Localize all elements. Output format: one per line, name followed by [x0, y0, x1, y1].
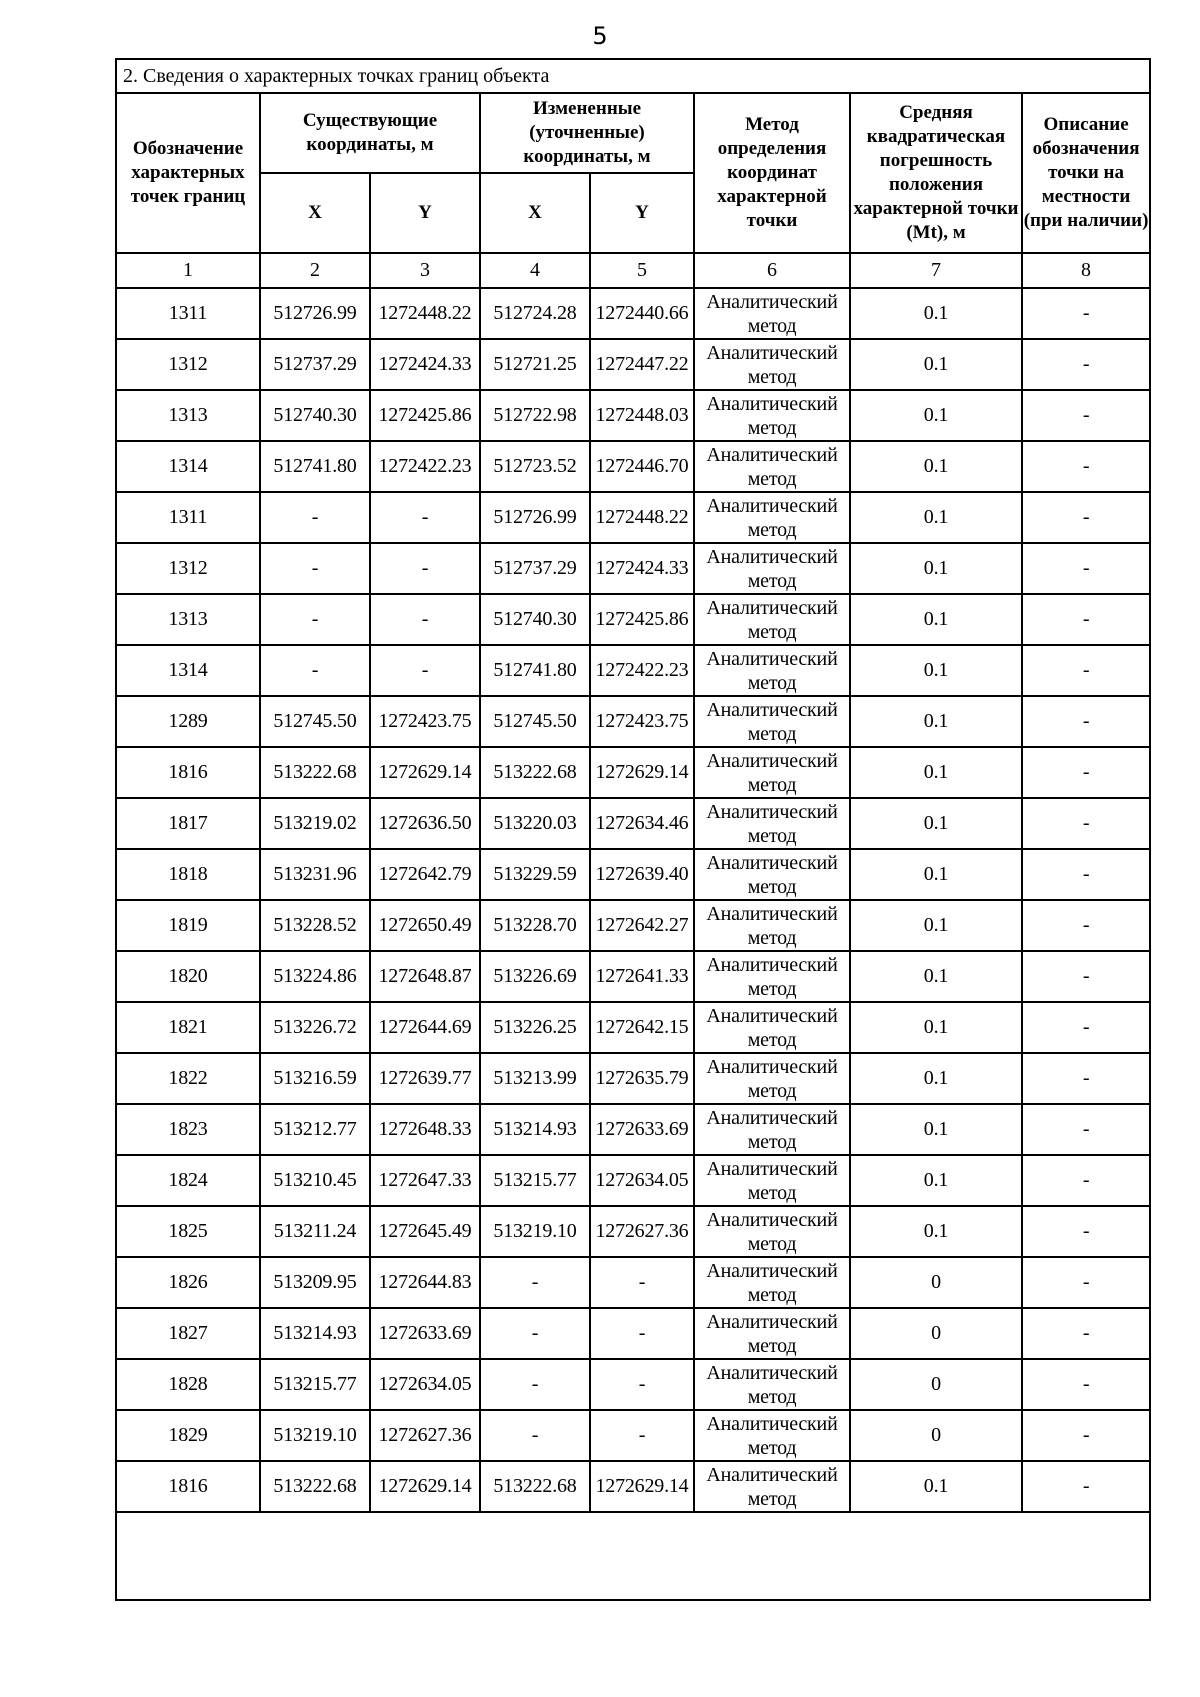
table-row [116, 1104, 1150, 1155]
point-description-cell: - [1022, 747, 1150, 798]
existing-x-cell: 512745.50 [260, 696, 370, 747]
point-description-cell: - [1022, 645, 1150, 696]
empty-footer-cell [116, 1512, 1150, 1600]
point-designation-cell: 1823 [116, 1104, 260, 1155]
method-cell: Аналитический метод [694, 1002, 850, 1053]
column-number: 3 [370, 253, 480, 288]
section-title: 2. Сведения о характерных точках границ объекта [116, 59, 1150, 93]
mean-square-error-cell: 0.1 [850, 747, 1022, 798]
changed-x-cell: 512740.30 [480, 594, 590, 645]
point-designation-cell: 1826 [116, 1257, 260, 1308]
method-cell: Аналитический метод [694, 441, 850, 492]
method-cell: Аналитический метод [694, 1206, 850, 1257]
table-row [116, 900, 1150, 951]
existing-y-cell: 1272629.14 [370, 1461, 480, 1512]
changed-y-cell: 1272629.14 [590, 1461, 694, 1512]
method-cell: Аналитический метод [694, 1359, 850, 1410]
method-cell: Аналитический метод [694, 951, 850, 1002]
changed-x-cell: 513220.03 [480, 798, 590, 849]
changed-y-cell: 1272423.75 [590, 696, 694, 747]
table-row [116, 1359, 1150, 1410]
changed-y-cell: 1272633.69 [590, 1104, 694, 1155]
point-designation-cell: 1314 [116, 441, 260, 492]
existing-y-cell: 1272424.33 [370, 339, 480, 390]
changed-y-cell: 1272448.03 [590, 390, 694, 441]
header-changed-y: Y [590, 173, 694, 253]
point-designation-cell: 1824 [116, 1155, 260, 1206]
existing-x-cell: 513209.95 [260, 1257, 370, 1308]
existing-x-cell: - [260, 645, 370, 696]
column-number: 6 [694, 253, 850, 288]
changed-y-cell: 1272448.22 [590, 492, 694, 543]
changed-y-cell: 1272422.23 [590, 645, 694, 696]
point-description-cell: - [1022, 798, 1150, 849]
boundary-points-table [115, 58, 1151, 1601]
changed-y-cell: - [590, 1308, 694, 1359]
existing-y-cell: 1272634.05 [370, 1359, 480, 1410]
table-row [116, 390, 1150, 441]
existing-y-cell: 1272642.79 [370, 849, 480, 900]
changed-y-cell: 1272440.66 [590, 288, 694, 339]
column-number: 5 [590, 253, 694, 288]
changed-y-cell: 1272642.27 [590, 900, 694, 951]
mean-square-error-cell: 0.1 [850, 849, 1022, 900]
existing-y-cell: 1272639.77 [370, 1053, 480, 1104]
changed-y-cell: - [590, 1257, 694, 1308]
existing-y-cell: - [370, 645, 480, 696]
header-method: Метод определения координат характерной точки [694, 93, 850, 253]
mean-square-error-cell: 0.1 [850, 492, 1022, 543]
mean-square-error-cell: 0.1 [850, 441, 1022, 492]
point-description-cell: - [1022, 849, 1150, 900]
changed-x-cell: 512737.29 [480, 543, 590, 594]
table-row [116, 492, 1150, 543]
table-row [116, 1053, 1150, 1104]
existing-x-cell: 513216.59 [260, 1053, 370, 1104]
point-description-cell: - [1022, 1257, 1150, 1308]
method-cell: Аналитический метод [694, 849, 850, 900]
existing-y-cell: 1272423.75 [370, 696, 480, 747]
existing-y-cell: 1272644.83 [370, 1257, 480, 1308]
point-description-cell: - [1022, 1002, 1150, 1053]
header-existing-y: Y [370, 173, 480, 253]
point-description-cell: - [1022, 1155, 1150, 1206]
column-number: 2 [260, 253, 370, 288]
method-cell: Аналитический метод [694, 1104, 850, 1155]
existing-x-cell: 513231.96 [260, 849, 370, 900]
column-number: 8 [1022, 253, 1150, 288]
table-row [116, 849, 1150, 900]
table-row [116, 1308, 1150, 1359]
point-description-cell: - [1022, 339, 1150, 390]
changed-x-cell: 513226.69 [480, 951, 590, 1002]
existing-y-cell: 1272650.49 [370, 900, 480, 951]
point-description-cell: - [1022, 1206, 1150, 1257]
point-description-cell: - [1022, 1308, 1150, 1359]
table-row [116, 1206, 1150, 1257]
method-cell: Аналитический метод [694, 492, 850, 543]
point-description-cell: - [1022, 441, 1150, 492]
method-cell: Аналитический метод [694, 696, 850, 747]
point-description-cell: - [1022, 1359, 1150, 1410]
point-designation-cell: 1289 [116, 696, 260, 747]
point-designation-cell: 1311 [116, 492, 260, 543]
table-row [116, 696, 1150, 747]
point-designation-cell: 1820 [116, 951, 260, 1002]
existing-x-cell: 513219.10 [260, 1410, 370, 1461]
changed-x-cell: - [480, 1308, 590, 1359]
changed-y-cell: 1272629.14 [590, 747, 694, 798]
existing-y-cell: 1272448.22 [370, 288, 480, 339]
existing-x-cell: 513226.72 [260, 1002, 370, 1053]
mean-square-error-cell: 0.1 [850, 951, 1022, 1002]
existing-x-cell: 513219.02 [260, 798, 370, 849]
header-mean-square-error: Средняя квадратическая погрешность положения характерной точки (Mt), м [850, 93, 1022, 253]
column-number: 4 [480, 253, 590, 288]
changed-y-cell: 1272635.79 [590, 1053, 694, 1104]
method-cell: Аналитический метод [694, 288, 850, 339]
point-designation-cell: 1816 [116, 1461, 260, 1512]
changed-x-cell: 512722.98 [480, 390, 590, 441]
method-cell: Аналитический метод [694, 339, 850, 390]
changed-x-cell: 513213.99 [480, 1053, 590, 1104]
point-description-cell: - [1022, 696, 1150, 747]
table-row [116, 645, 1150, 696]
changed-y-cell: 1272425.86 [590, 594, 694, 645]
changed-y-cell: 1272634.05 [590, 1155, 694, 1206]
point-designation-cell: 1819 [116, 900, 260, 951]
table-row [116, 288, 1150, 339]
method-cell: Аналитический метод [694, 1461, 850, 1512]
existing-x-cell: 513214.93 [260, 1308, 370, 1359]
table-row [116, 1155, 1150, 1206]
changed-x-cell: 512741.80 [480, 645, 590, 696]
column-number: 1 [116, 253, 260, 288]
existing-x-cell: 512740.30 [260, 390, 370, 441]
point-description-cell: - [1022, 1461, 1150, 1512]
existing-y-cell: 1272648.87 [370, 951, 480, 1002]
point-description-cell: - [1022, 492, 1150, 543]
table-row [116, 951, 1150, 1002]
existing-y-cell: 1272647.33 [370, 1155, 480, 1206]
method-cell: Аналитический метод [694, 390, 850, 441]
table-row [116, 798, 1150, 849]
existing-y-cell: 1272627.36 [370, 1410, 480, 1461]
changed-y-cell: 1272639.40 [590, 849, 694, 900]
changed-x-cell: 513215.77 [480, 1155, 590, 1206]
table-row [116, 1410, 1150, 1461]
existing-y-cell: 1272644.69 [370, 1002, 480, 1053]
column-number: 7 [850, 253, 1022, 288]
point-description-cell: - [1022, 951, 1150, 1002]
table-row [116, 339, 1150, 390]
existing-y-cell: 1272425.86 [370, 390, 480, 441]
changed-x-cell: 512723.52 [480, 441, 590, 492]
point-designation-cell: 1827 [116, 1308, 260, 1359]
table-row [116, 1002, 1150, 1053]
existing-y-cell: 1272648.33 [370, 1104, 480, 1155]
existing-x-cell: 513224.86 [260, 951, 370, 1002]
changed-x-cell: 513229.59 [480, 849, 590, 900]
changed-y-cell: 1272641.33 [590, 951, 694, 1002]
point-designation-cell: 1829 [116, 1410, 260, 1461]
method-cell: Аналитический метод [694, 798, 850, 849]
point-designation-cell: 1825 [116, 1206, 260, 1257]
point-designation-cell: 1822 [116, 1053, 260, 1104]
mean-square-error-cell: 0 [850, 1359, 1022, 1410]
mean-square-error-cell: 0 [850, 1257, 1022, 1308]
mean-square-error-cell: 0.1 [850, 798, 1022, 849]
mean-square-error-cell: 0.1 [850, 1461, 1022, 1512]
changed-x-cell: - [480, 1410, 590, 1461]
table-row [116, 1257, 1150, 1308]
existing-y-cell: - [370, 594, 480, 645]
existing-x-cell: 513228.52 [260, 900, 370, 951]
mean-square-error-cell: 0.1 [850, 1104, 1022, 1155]
changed-y-cell: 1272446.70 [590, 441, 694, 492]
point-description-cell: - [1022, 1053, 1150, 1104]
mean-square-error-cell: 0.1 [850, 339, 1022, 390]
changed-x-cell: 513214.93 [480, 1104, 590, 1155]
method-cell: Аналитический метод [694, 1308, 850, 1359]
header-changed-x: X [480, 173, 590, 253]
mean-square-error-cell: 0 [850, 1410, 1022, 1461]
table-row [116, 441, 1150, 492]
existing-x-cell: 513222.68 [260, 1461, 370, 1512]
method-cell: Аналитический метод [694, 1155, 850, 1206]
point-designation-cell: 1821 [116, 1002, 260, 1053]
method-cell: Аналитический метод [694, 1257, 850, 1308]
header-point-description: Описание обозначения точки на местности (при наличии) [1022, 93, 1150, 253]
existing-y-cell: - [370, 543, 480, 594]
changed-x-cell: 512726.99 [480, 492, 590, 543]
table-row [116, 594, 1150, 645]
existing-x-cell: 513215.77 [260, 1359, 370, 1410]
existing-x-cell: 513211.24 [260, 1206, 370, 1257]
existing-y-cell: 1272645.49 [370, 1206, 480, 1257]
method-cell: Аналитический метод [694, 1053, 850, 1104]
point-description-cell: - [1022, 390, 1150, 441]
column-number-row [116, 253, 1150, 288]
changed-x-cell: 513222.68 [480, 747, 590, 798]
changed-y-cell: 1272424.33 [590, 543, 694, 594]
existing-x-cell: 513222.68 [260, 747, 370, 798]
mean-square-error-cell: 0.1 [850, 1206, 1022, 1257]
point-description-cell: - [1022, 288, 1150, 339]
method-cell: Аналитический метод [694, 594, 850, 645]
page-number: 5 [592, 22, 608, 50]
existing-x-cell: - [260, 594, 370, 645]
method-cell: Аналитический метод [694, 900, 850, 951]
header-changed-coordinates: Измененные (уточненные) координаты, м [480, 93, 694, 173]
mean-square-error-cell: 0.1 [850, 900, 1022, 951]
existing-y-cell: 1272422.23 [370, 441, 480, 492]
changed-x-cell: 513219.10 [480, 1206, 590, 1257]
method-cell: Аналитический метод [694, 747, 850, 798]
point-designation-cell: 1313 [116, 390, 260, 441]
method-cell: Аналитический метод [694, 645, 850, 696]
mean-square-error-cell: 0.1 [850, 696, 1022, 747]
changed-y-cell: - [590, 1410, 694, 1461]
changed-y-cell: 1272447.22 [590, 339, 694, 390]
method-cell: Аналитический метод [694, 543, 850, 594]
existing-x-cell: 512726.99 [260, 288, 370, 339]
changed-x-cell: 512745.50 [480, 696, 590, 747]
mean-square-error-cell: 0.1 [850, 543, 1022, 594]
point-description-cell: - [1022, 594, 1150, 645]
point-designation-cell: 1314 [116, 645, 260, 696]
existing-x-cell: - [260, 543, 370, 594]
header-point-designation: Обозначение характерных точек границ [116, 93, 260, 253]
changed-y-cell: - [590, 1359, 694, 1410]
point-designation-cell: 1312 [116, 339, 260, 390]
point-designation-cell: 1311 [116, 288, 260, 339]
changed-x-cell: 512724.28 [480, 288, 590, 339]
changed-x-cell: - [480, 1257, 590, 1308]
header-existing-coordinates: Существующие координаты, м [260, 93, 480, 173]
changed-y-cell: 1272642.15 [590, 1002, 694, 1053]
changed-x-cell: - [480, 1359, 590, 1410]
table-row [116, 543, 1150, 594]
changed-y-cell: 1272634.46 [590, 798, 694, 849]
point-designation-cell: 1312 [116, 543, 260, 594]
point-description-cell: - [1022, 543, 1150, 594]
existing-x-cell: 513210.45 [260, 1155, 370, 1206]
point-designation-cell: 1817 [116, 798, 260, 849]
mean-square-error-cell: 0.1 [850, 1002, 1022, 1053]
existing-y-cell: 1272636.50 [370, 798, 480, 849]
table-row [116, 1461, 1150, 1512]
mean-square-error-cell: 0.1 [850, 288, 1022, 339]
point-designation-cell: 1828 [116, 1359, 260, 1410]
changed-x-cell: 513228.70 [480, 900, 590, 951]
point-designation-cell: 1816 [116, 747, 260, 798]
mean-square-error-cell: 0.1 [850, 645, 1022, 696]
existing-x-cell: - [260, 492, 370, 543]
existing-x-cell: 512737.29 [260, 339, 370, 390]
method-cell: Аналитический метод [694, 1410, 850, 1461]
changed-x-cell: 512721.25 [480, 339, 590, 390]
point-description-cell: - [1022, 1104, 1150, 1155]
point-description-cell: - [1022, 1410, 1150, 1461]
point-designation-cell: 1313 [116, 594, 260, 645]
point-description-cell: - [1022, 900, 1150, 951]
table-row [116, 747, 1150, 798]
existing-x-cell: 512741.80 [260, 441, 370, 492]
existing-x-cell: 513212.77 [260, 1104, 370, 1155]
mean-square-error-cell: 0 [850, 1308, 1022, 1359]
mean-square-error-cell: 0.1 [850, 1155, 1022, 1206]
point-designation-cell: 1818 [116, 849, 260, 900]
mean-square-error-cell: 0.1 [850, 1053, 1022, 1104]
changed-x-cell: 513226.25 [480, 1002, 590, 1053]
mean-square-error-cell: 0.1 [850, 390, 1022, 441]
existing-y-cell: 1272633.69 [370, 1308, 480, 1359]
existing-y-cell: - [370, 492, 480, 543]
changed-x-cell: 513222.68 [480, 1461, 590, 1512]
existing-y-cell: 1272629.14 [370, 747, 480, 798]
changed-y-cell: 1272627.36 [590, 1206, 694, 1257]
mean-square-error-cell: 0.1 [850, 594, 1022, 645]
header-existing-x: X [260, 173, 370, 253]
